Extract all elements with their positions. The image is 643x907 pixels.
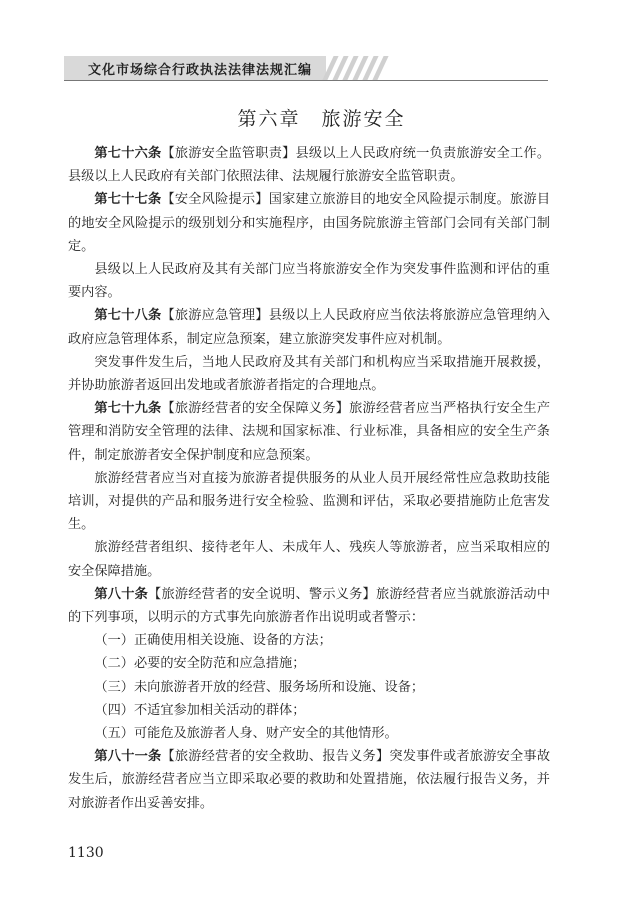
article-78-paragraph-2: 突发事件发生后，当地人民政府及其有关部门和机构应当采取措施开展救援，并协助旅游者返回出发地或者旅游者指定的合理地点。	[68, 354, 550, 394]
article-text: 国家建立旅游目的地安全风险提示制度。旅游目的地安全风险提示的级别划分和实施程序，由国务院旅游主管部门会同有关部门制定。	[68, 192, 551, 254]
article-80-item-5: （五）可能危及旅游者人身、财产安全的其他情形。	[94, 726, 398, 742]
running-title: 文化市场综合行政执法法律法规汇编	[88, 63, 313, 78]
article-heading: 【旅游经营者的安全救助、报告义务】	[161, 749, 390, 765]
article-79-paragraph-2: 旅游经营者应当对直接为旅游者提供服务的从业人员开展经常性应急救助技能培训，对提供的产品和服务进行安全检验、监测和评估，采取必要措施防止危害发生。	[68, 470, 550, 533]
article-77	[68, 188, 550, 258]
article-heading: 【旅游应急管理】	[161, 308, 269, 324]
header-rule	[64, 80, 548, 81]
article-number: 第八十条	[94, 586, 149, 602]
article-79-paragraph-3: 旅游经营者组织、接待老年人、未成年人、残疾人等旅游者，应当采取相应的安全保障措施。	[68, 540, 550, 579]
article-text: 旅游经营者应当严格执行安全生产管理和消防安全管理的法律、法规和国家标准、行业标准，具备相应的安全生产条件，制定旅游者安全保护制度和应急预案。	[68, 401, 551, 463]
article-text: 县级以上人民政府应当依法将旅游应急管理纳入政府应急管理体系，制定应急预案，建立旅游突发事件应对机制。	[68, 308, 551, 347]
body-text	[68, 142, 550, 815]
article-80	[68, 583, 550, 629]
article-heading: 【旅游经营者的安全说明、警示义务】	[148, 586, 376, 602]
chapter-title: 第六章 旅游安全	[237, 108, 406, 130]
article-number: 第七十八条	[94, 308, 162, 324]
page-number: 1130	[68, 845, 104, 861]
article-80-item-2: （二）必要的安全防范和应急措施；	[94, 656, 306, 672]
article-78	[68, 304, 550, 350]
article-number: 第七十七条	[94, 192, 162, 208]
header-stripes	[324, 56, 394, 80]
article-77-paragraph-2: 县级以上人民政府及其有关部门应当将旅游安全作为突发事件监测和评估的重要内容。	[68, 262, 550, 301]
article-80-item-4: （四）不适宜参加相关活动的群体；	[94, 702, 306, 718]
article-80-item-3: （三）未向旅游者开放的经营、服务场所和设施、设备；	[94, 679, 425, 695]
article-text: 突发事件或者旅游安全事故发生后，旅游经营者应当立即采取必要的救助和处置措施，依法履行报告义务，并对旅游者作出妥善安排。	[68, 749, 551, 811]
article-text: 旅游经营者应当就旅游活动中的下列事项，以明示的方式事先向旅游者作出说明或者警示：	[68, 586, 551, 626]
article-79	[68, 397, 550, 467]
article-76	[68, 142, 550, 188]
article-81	[68, 745, 550, 815]
article-heading: 【旅游经营者的安全保障义务】	[161, 401, 350, 417]
article-number: 第七十六条	[94, 146, 162, 161]
article-text: 县级以上人民政府统一负责旅游安全工作。县级以上人民政府有关部门依照法律、法规履行旅游安全监管职责。	[68, 146, 551, 185]
article-80-item-1: （一）正确使用相关设施、设备的方法；	[94, 633, 332, 649]
article-number: 第八十一条	[94, 749, 162, 765]
article-heading: 【安全风险提示】	[161, 192, 269, 208]
article-number: 第七十九条	[94, 401, 162, 417]
running-header	[64, 56, 548, 82]
article-heading: 【旅游安全监管职责】	[161, 146, 296, 161]
